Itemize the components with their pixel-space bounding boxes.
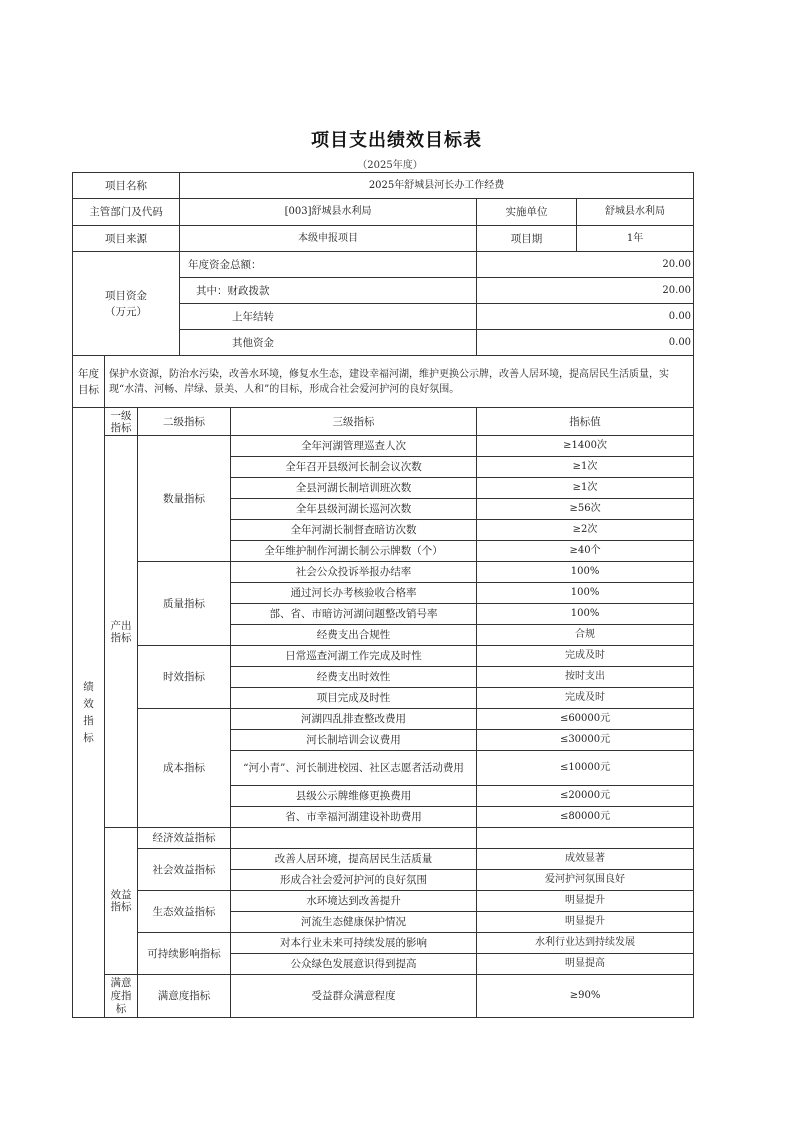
period-value: 1年 bbox=[577, 226, 694, 252]
indicator-value: 成效显著 bbox=[477, 849, 694, 870]
project-name-value: 2025年舒城县河长办工作经费 bbox=[180, 173, 694, 199]
project-name-label: 项目名称 bbox=[73, 173, 180, 199]
indicator-value: ≥90% bbox=[477, 975, 694, 1018]
indicator-row bbox=[73, 828, 694, 849]
indicator-name: 经费支出时效性 bbox=[231, 667, 477, 688]
indicator-name: 全年召开县级河长制会议次数 bbox=[231, 457, 477, 478]
indicator-value: 爱河护河氛围良好 bbox=[477, 870, 694, 891]
social-label: 社会效益指标 bbox=[138, 849, 231, 891]
indicator-name: 项目完成及时性 bbox=[231, 688, 477, 709]
timeliness-label: 时效指标 bbox=[138, 646, 231, 709]
header-value: 指标值 bbox=[477, 408, 694, 436]
period-label: 项目期 bbox=[477, 226, 577, 252]
indicator-value: ≥40个 bbox=[477, 541, 694, 562]
indicator-row bbox=[73, 849, 694, 870]
ecological-label: 生态效益指标 bbox=[138, 891, 231, 933]
fund-fiscal-label: 其中：财政拨款 bbox=[180, 278, 477, 304]
header-level1-a: 一级 bbox=[110, 409, 132, 422]
indicator-value: 按时支出 bbox=[477, 667, 694, 688]
indicator-value: ≤20000元 bbox=[477, 786, 694, 807]
satisfaction-label-a: 满意 bbox=[110, 976, 132, 989]
indicator-value: ≤80000元 bbox=[477, 807, 694, 828]
indicator-value: 明显提升 bbox=[477, 912, 694, 933]
indicator-name: 全年河湖长制督查暗访次数 bbox=[231, 520, 477, 541]
fund-total-value: 20.00 bbox=[477, 252, 694, 278]
indicator-name: 全县河湖长制培训班次数 bbox=[231, 478, 477, 499]
indicator-row bbox=[73, 709, 694, 730]
goal-row bbox=[73, 356, 694, 408]
funds-label-line1: 项目资金 bbox=[105, 289, 148, 302]
indicator-name: 河湖四乱排查整改费用 bbox=[231, 709, 477, 730]
indicator-value: 完成及时 bbox=[477, 646, 694, 667]
indicator-value: ≥1400次 bbox=[477, 436, 694, 457]
indicator-value: 合规 bbox=[477, 625, 694, 646]
indicator-value: 100% bbox=[477, 604, 694, 625]
indicator-name: 全年维护制作河湖长制公示牌数（个） bbox=[231, 541, 477, 562]
indicator-value: ≤30000元 bbox=[477, 730, 694, 751]
fund-total-label: 年度资金总额： bbox=[180, 252, 477, 278]
cost-label: 成本指标 bbox=[138, 709, 231, 828]
indicator-name: 受益群众满意程度 bbox=[231, 975, 477, 1018]
indicator-name: “河小青”、河长制进校园、社区志愿者活动费用 bbox=[231, 751, 477, 786]
source-value: 本级申报项目 bbox=[180, 226, 477, 252]
indicator-name: 社会公众投诉举报办结率 bbox=[231, 562, 477, 583]
goal-label-line2: 目标 bbox=[78, 383, 99, 396]
benefit-label bbox=[105, 828, 138, 975]
indicator-value: ≥2次 bbox=[477, 520, 694, 541]
benefit-label-a: 效益 bbox=[110, 889, 132, 901]
economic-label: 经济效益指标 bbox=[138, 828, 231, 849]
perf-char: 指 bbox=[83, 714, 94, 727]
indicator-row bbox=[73, 562, 694, 583]
dept-label: 主管部门及代码 bbox=[73, 199, 180, 226]
indicator-value: 明显提高 bbox=[477, 954, 694, 975]
indicator-header-row bbox=[73, 408, 694, 436]
benefit-label-b: 指标 bbox=[110, 901, 132, 913]
source-label: 项目来源 bbox=[73, 226, 180, 252]
indicator-value: 100% bbox=[477, 562, 694, 583]
indicator-name: 县级公示牌维修更换费用 bbox=[231, 786, 477, 807]
indicator-value: 完成及时 bbox=[477, 688, 694, 709]
indicator-name: 水环境达到改善提升 bbox=[231, 891, 477, 912]
quality-label: 质量指标 bbox=[138, 562, 231, 646]
indicator-value: 明显提升 bbox=[477, 891, 694, 912]
goal-label bbox=[73, 356, 105, 408]
impl-unit-value: 舒城县水利局 bbox=[577, 199, 694, 226]
perf-char: 绩 bbox=[83, 680, 94, 693]
quantity-label: 数量指标 bbox=[138, 436, 231, 562]
header-level2: 二级指标 bbox=[138, 408, 231, 436]
dept-value: [003]舒城县水利局 bbox=[180, 199, 477, 226]
indicator-name: 日常巡查河湖工作完成及时性 bbox=[231, 646, 477, 667]
dept-row bbox=[73, 199, 694, 226]
indicator-row bbox=[73, 436, 694, 457]
indicator-name: 部、省、市暗访河湖问题整改销号率 bbox=[231, 604, 477, 625]
indicator-name: 省、市幸福河湖建设补助费用 bbox=[231, 807, 477, 828]
indicator-name: 全年县级河湖长巡河次数 bbox=[231, 499, 477, 520]
fund-other-value: 0.00 bbox=[477, 330, 694, 356]
indicator-name: 公众绿色发展意识得到提高 bbox=[231, 954, 477, 975]
header-level1 bbox=[105, 408, 138, 436]
indicator-value: ≥1次 bbox=[477, 457, 694, 478]
satisfaction-level2: 满意度指标 bbox=[138, 975, 231, 1018]
indicator-value: ≤60000元 bbox=[477, 709, 694, 730]
indicator-name: 全年河湖管理巡查人次 bbox=[231, 436, 477, 457]
goal-text: 保护水资源，防治水污染，改善水环境，修复水生态，建设幸福河湖，维护更换公示牌，改善人居环境，提高居民生活质量，实现“水清、河畅、岸绿、景美、人和”的目标，形成合社会爱河护河的良好氛围。 bbox=[105, 356, 694, 408]
indicator-name: 河流生态健康保护情况 bbox=[231, 912, 477, 933]
satisfaction-label-c: 标 bbox=[115, 1002, 127, 1015]
fund-fiscal-value: 20.00 bbox=[477, 278, 694, 304]
goal-label-line1: 年度 bbox=[78, 367, 99, 380]
fund-carryover-label: 上年结转 bbox=[180, 304, 477, 330]
header-level3: 三级指标 bbox=[231, 408, 477, 436]
indicator-row bbox=[73, 891, 694, 912]
indicator-name: 形成合社会爱河护河的良好氛围 bbox=[231, 870, 477, 891]
indicator-value: ≤10000元 bbox=[477, 751, 694, 786]
header-level1-b: 指标 bbox=[110, 421, 132, 434]
satisfaction-label-b: 度指 bbox=[110, 989, 132, 1002]
indicator-value: ≥56次 bbox=[477, 499, 694, 520]
output-label-a: 产出 bbox=[110, 619, 132, 632]
indicator-name: 经费支出合规性 bbox=[231, 625, 477, 646]
indicator-name: 改善人居环境，提高居民生活质量 bbox=[231, 849, 477, 870]
perf-char: 标 bbox=[83, 731, 94, 744]
indicator-value: 100% bbox=[477, 583, 694, 604]
year-subtitle: （2025年度） bbox=[357, 160, 423, 171]
performance-target-table bbox=[72, 172, 694, 1018]
indicator-value: ≥1次 bbox=[477, 478, 694, 499]
sustainable-label: 可持续影响指标 bbox=[138, 933, 231, 975]
impl-unit-label: 实施单位 bbox=[477, 199, 577, 226]
indicator-value bbox=[477, 828, 694, 849]
indicator-name: 对本行业未来可持续发展的影响 bbox=[231, 933, 477, 954]
perf-char: 效 bbox=[83, 697, 94, 710]
fund-row bbox=[73, 252, 694, 278]
indicator-name: 河长制培训会议费用 bbox=[231, 730, 477, 751]
output-label bbox=[105, 436, 138, 828]
project-name-row bbox=[73, 173, 694, 199]
performance-section-label bbox=[73, 408, 105, 1018]
indicator-name: 通过河长办考核验收合格率 bbox=[231, 583, 477, 604]
output-label-b: 指标 bbox=[110, 631, 132, 644]
indicator-value: 水利行业达到持续发展 bbox=[477, 933, 694, 954]
funds-label-line2: （万元） bbox=[105, 305, 148, 318]
indicator-name bbox=[231, 828, 477, 849]
indicator-row bbox=[73, 646, 694, 667]
fund-carryover-value: 0.00 bbox=[477, 304, 694, 330]
indicator-row bbox=[73, 933, 694, 954]
page-title: 项目支出绩效目标表 bbox=[311, 130, 482, 151]
fund-other-label: 其他资金 bbox=[180, 330, 477, 356]
satisfaction-label bbox=[105, 975, 138, 1018]
funds-label bbox=[73, 252, 180, 356]
indicator-row bbox=[73, 975, 694, 1018]
source-row bbox=[73, 226, 694, 252]
